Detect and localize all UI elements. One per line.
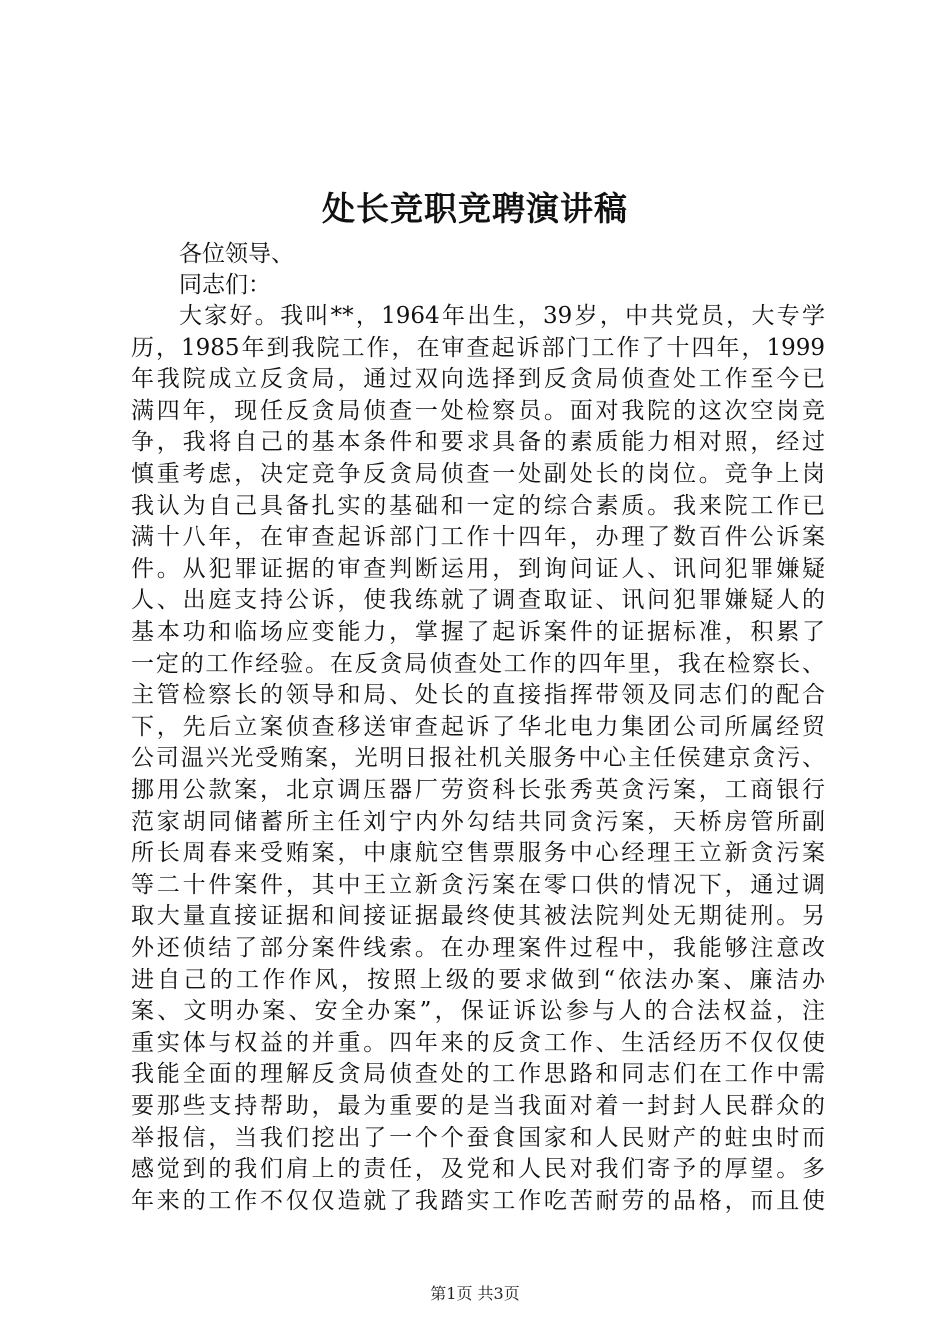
body-line: 等二十件案件，其中王立新贪污案在零口供的情况下，通过调 [131,871,825,898]
body-line: 所长周春来受贿案，中康航空售票服务中心经理王立新贪污案 [131,840,825,867]
body-line: 取大量直接证据和间接证据最终使其被法院判处无期徒刑。另 [131,903,825,930]
body-line: 基本功和临场应变能力，掌握了起诉案件的证据标准，积累了 [131,619,825,645]
body-line: 人、出庭支持公诉，使我练就了调查取证、讯问犯罪嫌疑人的 [131,587,825,614]
body-line: 一定的工作经验。在反贪局侦查处工作的四年里，我在检察长、 [131,650,825,677]
body-line: 历，1985年到我院工作，在审查起诉部门工作了十四年，1999 [131,334,825,361]
document-title: 处长竞职竞聘演讲稿 [322,189,628,228]
body-line: 件。从犯罪证据的审查判断运用，到询问证人、讯问犯罪嫌疑 [131,555,825,582]
body-line: 慎重考虑，决定竞争反贪局侦查一处副处长的岗位。竞争上岗 [131,461,825,487]
body-line: 重实体与权益的并重。四年来的反贪工作、生活经历不仅仅使 [131,1029,825,1056]
body-line: 满十八年，在审查起诉部门工作十四年，办理了数百件公诉案 [131,524,825,551]
body-line: 满四年，现任反贪局侦查一处检察员。面对我院的这次空岗竞 [131,397,825,424]
body-line: 感觉到的我们肩上的责任，及党和人民对我们寄予的厚望。多 [131,1156,825,1183]
body-line: 挪用公款案，北京调压器厂劳资科长张秀英贪污案，工商银行 [131,777,825,803]
body-line: 争，我将自己的基本条件和要求具备的素质能力相对照，经过 [131,429,825,456]
body-line: 进自己的工作作风，按照上级的要求做到“依法办案、廉洁办 [131,966,825,993]
body-line: 外还侦结了部分案件线索。在办理案件过程中，我能够注意改 [131,935,825,961]
body-line: 年我院成立反贪局，通过双向选择到反贪局侦查处工作至今已 [131,366,825,393]
body-line: 举报信，当我们挖出了一个个蚕食国家和人民财产的蛀虫时而 [131,1124,825,1151]
body-line: 大家好。我叫**，1964年出生，39岁，中共党员，大专学 [179,303,825,329]
body-line: 公司温兴光受贿案，光明日报社机关服务中心主任侯建京贪污、 [131,745,825,772]
body-line: 主管检察长的领导和局、处长的直接指挥带领及同志们的配合 [131,682,825,709]
body-line: 案、文明办案、安全办案”，保证诉讼参与人的合法权益，注 [131,998,825,1025]
body-line: 范家胡同储蓄所主任刘宁内外勾结共同贪污案，天桥房管所副 [131,808,825,835]
body-line: 我能全面的理解反贪局侦查处的工作思路和同志们在工作中需 [131,1061,825,1088]
body-line: 年来的工作不仅仅造就了我踏实工作吃苦耐劳的品格，而且使 [131,1187,825,1214]
body-line: 下，先后立案侦查移送审查起诉了华北电力集团公司所属经贸 [131,713,825,740]
salutation-line: 同志们： [179,272,271,298]
body-line: 要那些支持帮助，最为重要的是当我面对着一封封人民群众的 [131,1093,825,1119]
page-footer: 第1页 共3页 [430,1284,520,1303]
salutation-line: 各位领导、 [179,241,294,267]
body-line: 我认为自己具备扎实的基础和一定的综合素质。我来院工作已 [131,492,825,519]
